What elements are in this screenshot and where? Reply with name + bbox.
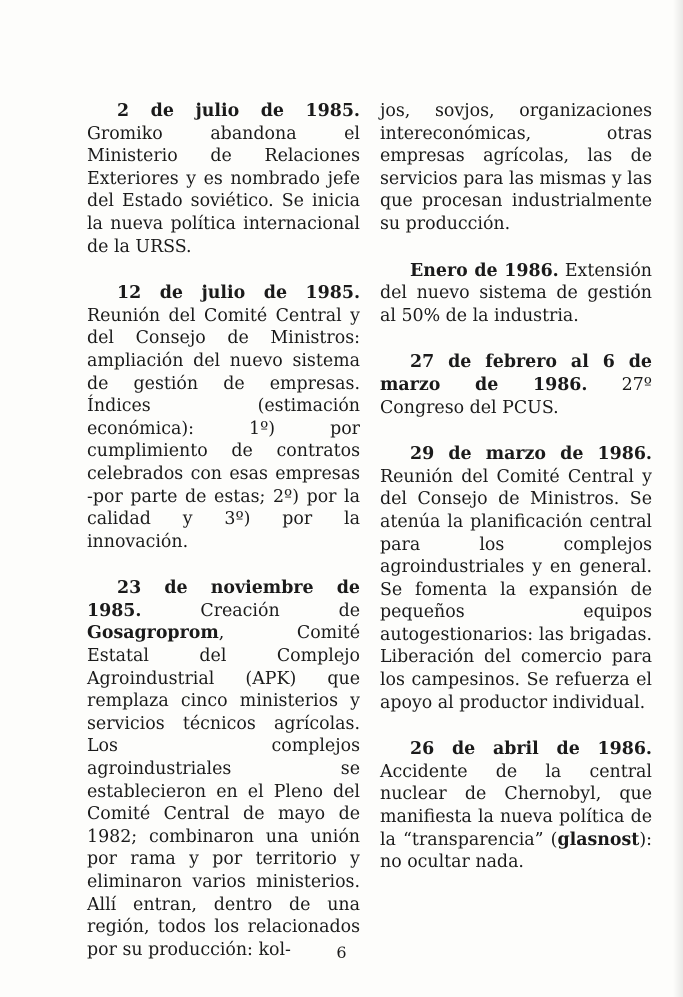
- entry-date: 12 de julio de 1985.: [117, 283, 360, 304]
- page-edge-shadow: [673, 0, 683, 997]
- entry-bold-term: Gosagroprom: [87, 623, 219, 644]
- chronology-entry: [380, 443, 652, 714]
- entry-text: Gromiko abandona el Ministerio de Relaciones Exteriores y es nombrado jefe del Estado soviético. Se inicia la nueva política internacional de la URSS.: [87, 123, 360, 257]
- left-column: [87, 100, 360, 985]
- entry-text: Reunión del Comité Central y del Consejo de Ministros: ampliación del nuevo sistema de gestión de empresas. Índices (estimación económica): 1º) por cumplimiento de contratos celebrados con esas empresas -por parte de estas; 2º) por la calidad y 3º) por la innovación.: [87, 305, 360, 552]
- chronology-entry: [380, 351, 652, 419]
- entry-text: Extensión del nuevo sistema de gestión al 50% de la industria.: [380, 260, 653, 326]
- chronology-entry: [380, 738, 652, 874]
- chronology-entry: [87, 100, 360, 258]
- entry-date: Enero de 1986.: [410, 260, 559, 281]
- page-number: 6: [336, 943, 347, 962]
- entry-date: 2 de julio de 1985.: [117, 101, 360, 121]
- entry-date: 23 de noviembre de 1985.: [87, 578, 360, 621]
- chronology-entry: [380, 260, 652, 328]
- entry-bold-term: glasnost: [557, 829, 640, 850]
- entry-text: ): no ocultar nada.: [380, 829, 652, 873]
- entry-date: 27 de febrero al 6 de marzo de 1986.: [380, 352, 652, 395]
- entry-text: 27º Congreso del PCUS.: [380, 374, 652, 418]
- right-column: [380, 100, 652, 898]
- entry-text: Reunión del Comité Central y del Consejo de Ministros. Se atenúa la planificación central para los complejos agroindustriales y en general. Se fomenta la expansión de pequeños equipos autogestionarios: las brigadas. Liberación del comercio para los campesinos. Se refuerza el apoyo al productor individual.: [380, 466, 652, 713]
- entry-text: , Comité Estatal del Complejo Agroindustrial (APK) que remplaza cinco ministerios y servicios técnicos agrícolas. Los complejos agroindustriales se establecieron en el Pleno del Comité Central de mayo de 1982; combinaron una unión por rama y por territorio y eliminaron varios ministerios. Allí entran, dentro de una región, todos los relacionados por su producción: kol-: [87, 623, 360, 960]
- entry-text: Accidente de la central nuclear de Chernobyl, que manifiesta la nueva política de la “transparencia” (: [380, 761, 652, 850]
- entry-date: 29 de marzo de 1986.: [410, 444, 652, 465]
- continued-text: jos, sovjos, organizaciones intereconómicas, otras empresas agrícolas, las de servicios para las mismas y las que procesan industrialmente su producción.: [380, 101, 652, 234]
- chronology-entry: [87, 282, 360, 553]
- entry-date: 26 de abril de 1986.: [410, 739, 652, 760]
- entry-text: Creación de: [141, 600, 360, 621]
- chronology-entry: [87, 577, 360, 961]
